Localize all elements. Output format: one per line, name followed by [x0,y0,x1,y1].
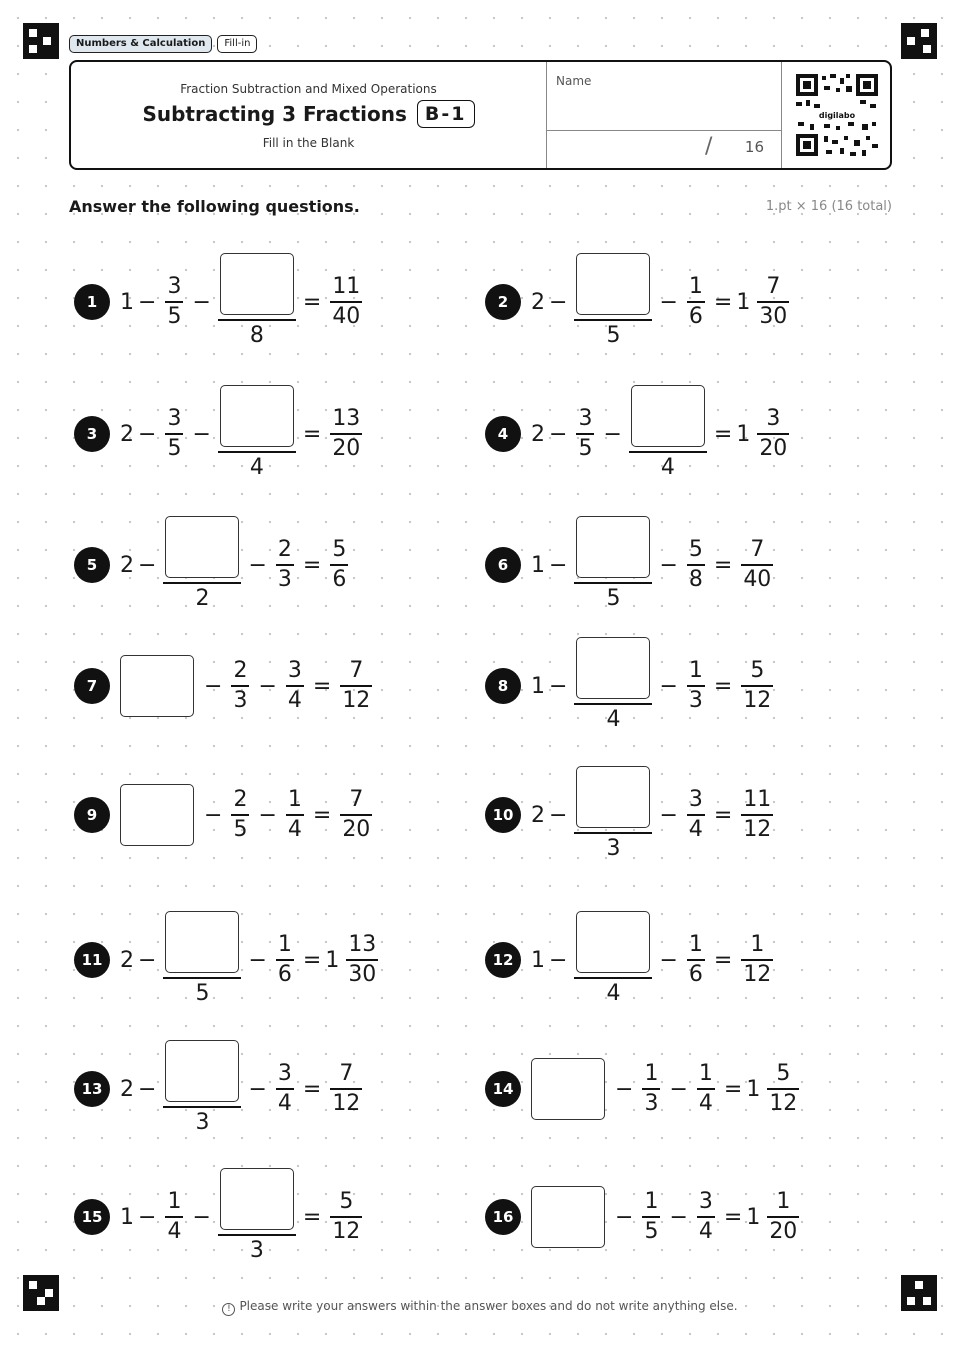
problem-2 [485,262,794,348]
type-tag: Fill-in [217,35,257,53]
denominator: 5 [233,817,248,842]
result-whole: 1 [746,1204,761,1230]
problem-number: 7 [74,668,110,704]
minus-sign: − [192,1204,211,1230]
answer-fraction [165,1040,239,1138]
minus-sign: − [659,289,678,315]
result [746,1188,804,1246]
answer-fraction [220,1168,294,1266]
problem-number: 2 [485,284,521,320]
corner-marker-top-right [901,23,937,59]
result-fraction [741,786,773,844]
answer-fraction [576,766,650,864]
problem-14 [485,1049,804,1129]
numerator: 1 [688,658,703,683]
fraction-term [642,1188,660,1246]
minus-sign: − [248,1076,267,1102]
equals-sign: = [302,552,322,578]
answer-box[interactable] [165,1040,239,1102]
answer-fraction [631,385,705,483]
denominator: 12 [743,817,772,842]
minus-sign: − [192,421,211,447]
denominator: 3 [644,1091,659,1116]
fraction-term [276,536,294,594]
problem-4 [485,394,794,480]
denominator: 3 [249,1238,264,1263]
denominator: 12 [743,962,772,987]
minus-sign: − [204,802,223,828]
qr-block [781,62,891,168]
result [335,786,377,844]
answer-box[interactable] [576,516,650,578]
minus-sign: − [138,1076,157,1102]
result [325,536,353,594]
minus-sign: − [138,289,157,315]
numerator: 7 [339,1061,354,1086]
corner-marker-top-left [23,23,59,59]
answer-box[interactable] [631,385,705,447]
minus-sign: − [669,1204,688,1230]
denominator: 30 [348,962,377,987]
equals-sign: = [713,552,733,578]
denominator: 6 [688,304,703,329]
numerator: 11 [332,274,361,299]
minus-sign: − [248,947,267,973]
denominator: 4 [287,688,302,713]
denominator: 3 [606,836,621,861]
answer-fraction [576,253,650,351]
equals-sign: = [713,802,733,828]
minus-sign: − [669,1076,688,1102]
numerator: 3 [167,406,182,431]
equals-sign: = [713,289,733,315]
result-fraction [757,405,789,463]
result-fraction [741,931,773,989]
numerator: 2 [277,537,292,562]
result [736,657,778,715]
result [325,405,367,463]
numerator: 3 [688,787,703,812]
answer-box[interactable] [531,1186,605,1248]
answer-box[interactable] [120,784,194,846]
numerator: 1 [277,932,292,957]
numerator: 7 [750,537,765,562]
points-info: 1.pt × 16 (16 total) [765,199,892,214]
denominator: 6 [688,962,703,987]
problem-number: 5 [74,547,110,583]
denominator: 4 [606,707,621,732]
equals-sign: = [302,421,322,447]
denominator: 5 [606,323,621,348]
category-tag: Numbers & Calculation [69,35,212,53]
problem-5 [74,525,353,611]
denominator: 40 [332,304,361,329]
numerator: 5 [332,537,347,562]
fraction-term [286,786,304,844]
minus-sign: − [659,802,678,828]
title-row [71,100,546,128]
equals-sign: = [723,1076,743,1102]
denominator: 5 [195,981,210,1006]
minus-sign: − [258,673,277,699]
answer-fraction [576,516,650,614]
fraction-term [687,786,705,844]
whole-number: 1 [531,552,545,578]
fraction-term [276,1060,294,1118]
numerator: 13 [348,932,377,957]
result-fraction [757,273,789,331]
denominator: 5 [606,586,621,611]
problem-9 [74,775,377,855]
problem-number: 3 [74,416,110,452]
fraction-term [576,405,594,463]
result [736,273,794,331]
problem-number: 6 [485,547,521,583]
problem-number: 10 [485,797,521,833]
problem-number: 14 [485,1071,521,1107]
title-block [71,62,546,168]
result-fraction [330,1060,362,1118]
minus-sign: − [138,947,157,973]
answer-fraction [220,385,294,483]
denominator: 20 [769,1219,798,1244]
result-whole: 1 [746,1076,761,1102]
denominator: 30 [759,304,788,329]
minus-sign: − [615,1076,634,1102]
numerator: 11 [743,787,772,812]
minus-sign: − [549,421,568,447]
answer-box[interactable] [165,516,239,578]
minus-sign: − [204,673,223,699]
denominator: 3 [195,1110,210,1135]
whole-number: 1 [120,1204,134,1230]
result-fraction [330,1188,362,1246]
result-fraction [330,273,362,331]
minus-sign: − [549,802,568,828]
problem-number: 13 [74,1071,110,1107]
numerator: 3 [277,1061,292,1086]
equals-sign: = [312,802,332,828]
minus-sign: − [659,552,678,578]
result [736,931,778,989]
footer-note [0,1299,960,1316]
denominator: 12 [332,1219,361,1244]
answer-box[interactable] [165,911,239,973]
name-label: Name [556,74,592,88]
numerator: 3 [287,658,302,683]
whole-number: 2 [120,947,134,973]
denominator: 3 [233,688,248,713]
minus-sign: − [258,802,277,828]
minus-sign: − [549,552,568,578]
fraction-term [165,273,183,331]
fraction-term [231,786,249,844]
minus-sign: − [138,1204,157,1230]
result [746,1060,804,1118]
whole-number: 2 [120,421,134,447]
fraction-term [276,931,294,989]
worksheet-kind: Fill in the Blank [262,136,355,150]
equals-sign: = [713,673,733,699]
worksheet-subtitle: Fraction Subtraction and Mixed Operations [180,82,437,96]
answer-box[interactable] [220,385,294,447]
denominator: 4 [606,981,621,1006]
problem-16 [485,1177,804,1257]
minus-sign: − [659,673,678,699]
whole-number: 2 [531,289,545,315]
problem-number: 1 [74,284,110,320]
denominator: 20 [342,817,371,842]
problem-13 [74,1049,367,1135]
minus-sign: − [659,947,678,973]
denominator: 5 [167,304,182,329]
fraction-term [165,405,183,463]
numerator: 5 [688,537,703,562]
minus-sign: − [138,421,157,447]
equals-sign: = [713,421,733,447]
result [736,786,778,844]
tags [69,35,257,53]
problem-number: 8 [485,668,521,704]
result-fraction [767,1188,799,1246]
denominator: 20 [759,436,788,461]
fraction-term [697,1188,715,1246]
worksheet-title: Subtracting 3 Fractions [142,102,407,126]
numerator: 3 [698,1189,713,1214]
result-fraction [346,931,378,989]
result-fraction [741,657,773,715]
problem-7 [74,646,377,726]
result-fraction [767,1060,799,1118]
problem-number: 15 [74,1199,110,1235]
score-separator: / [705,134,713,159]
denominator: 20 [332,436,361,461]
result-fraction [340,657,372,715]
numerator: 2 [233,658,248,683]
numerator: 1 [688,932,703,957]
denominator: 3 [688,688,703,713]
footer-text: Please write your answers within the answer boxes and do not write anything else. [239,1299,738,1313]
numerator: 5 [776,1061,791,1086]
problem-6 [485,525,778,611]
denominator: 5 [578,436,593,461]
score-total: 16 [744,138,764,156]
denominator: 4 [698,1219,713,1244]
equals-sign: = [312,673,332,699]
denominator: 6 [332,567,347,592]
denominator: 12 [342,688,371,713]
fraction-term [687,536,705,594]
instructions: Answer the following questions. [69,197,360,216]
numerator: 3 [578,406,593,431]
minus-sign: − [138,552,157,578]
equals-sign: = [302,947,322,973]
numerator: 1 [688,274,703,299]
whole-number: 1 [531,673,545,699]
denominator: 12 [332,1091,361,1116]
problem-8 [485,646,778,732]
denominator: 2 [195,586,210,611]
whole-number: 1 [120,289,134,315]
result-fraction [741,536,773,594]
qr-code-icon [796,74,878,156]
answer-fraction [165,516,239,614]
numerator: 5 [339,1189,354,1214]
numerator: 1 [287,787,302,812]
name-score-block [546,62,782,168]
result [325,273,367,331]
denominator: 3 [277,567,292,592]
denominator: 4 [277,1091,292,1116]
result-whole: 1 [325,947,340,973]
equals-sign: = [723,1204,743,1230]
info-icon: ! [222,1303,235,1316]
problem-number: 11 [74,942,110,978]
result [325,1060,367,1118]
fraction-term [286,657,304,715]
result-fraction [340,786,372,844]
denominator: 4 [287,817,302,842]
answer-box[interactable] [531,1058,605,1120]
answer-box[interactable] [576,637,650,699]
denominator: 4 [249,455,264,480]
denominator: 5 [167,436,182,461]
problem-number: 16 [485,1199,521,1235]
problem-15 [74,1177,367,1263]
fraction-term [687,657,705,715]
answer-fraction [576,911,650,1009]
equals-sign: = [302,1204,322,1230]
denominator: 4 [688,817,703,842]
result [325,1188,367,1246]
equals-sign: = [713,947,733,973]
answer-box[interactable] [220,1168,294,1230]
result [335,657,377,715]
minus-sign: − [549,289,568,315]
numerator: 5 [750,658,765,683]
minus-sign: − [248,552,267,578]
whole-number: 1 [531,947,545,973]
numerator: 1 [167,1189,182,1214]
denominator: 6 [277,962,292,987]
denominator: 40 [743,567,772,592]
numerator: 3 [167,274,182,299]
problem-10 [485,775,778,861]
minus-sign: − [192,289,211,315]
answer-fraction [165,911,239,1009]
numerator: 1 [776,1189,791,1214]
divider [547,130,782,131]
problem-number: 12 [485,942,521,978]
whole-number: 2 [120,1076,134,1102]
minus-sign: − [549,673,568,699]
numerator: 1 [698,1061,713,1086]
problem-number: 9 [74,797,110,833]
denominator: 8 [249,323,264,348]
answer-box[interactable] [576,766,650,828]
numerator: 1 [644,1061,659,1086]
result [325,931,383,989]
answer-box[interactable] [576,911,650,973]
numerator: 7 [349,658,364,683]
minus-sign: − [615,1204,634,1230]
answer-fraction [220,253,294,351]
answer-box[interactable] [220,253,294,315]
problem-12 [485,920,778,1006]
denominator: 5 [644,1219,659,1244]
numerator: 13 [332,406,361,431]
numerator: 2 [233,787,248,812]
result [736,536,778,594]
answer-box[interactable] [576,253,650,315]
fraction-term [165,1188,183,1246]
worksheet-header [69,60,892,170]
fraction-term [697,1060,715,1118]
result [736,405,794,463]
problem-3 [74,394,367,480]
worksheet-code: B-1 [417,100,475,128]
whole-number: 2 [531,802,545,828]
result-fraction [330,405,362,463]
whole-number: 2 [120,552,134,578]
qr-label: digilabo [818,111,856,120]
fraction-term [687,931,705,989]
denominator: 12 [743,688,772,713]
fraction-term [231,657,249,715]
minus-sign: − [603,421,622,447]
problem-1 [74,262,367,348]
denominator: 4 [698,1091,713,1116]
result-fraction [330,536,348,594]
answer-fraction [576,637,650,735]
denominator: 12 [769,1091,798,1116]
denominator: 4 [660,455,675,480]
whole-number: 2 [531,421,545,447]
fraction-term [687,273,705,331]
numerator: 1 [750,932,765,957]
minus-sign: − [549,947,568,973]
equals-sign: = [302,1076,322,1102]
result-whole: 1 [736,421,751,447]
numerator: 1 [644,1189,659,1214]
denominator: 8 [688,567,703,592]
denominator: 4 [167,1219,182,1244]
fraction-term [642,1060,660,1118]
problem-11 [74,920,383,1006]
problem-number: 4 [485,416,521,452]
numerator: 3 [766,406,781,431]
equals-sign: = [302,289,322,315]
numerator: 7 [349,787,364,812]
result-whole: 1 [736,289,751,315]
numerator: 7 [766,274,781,299]
answer-box[interactable] [120,655,194,717]
